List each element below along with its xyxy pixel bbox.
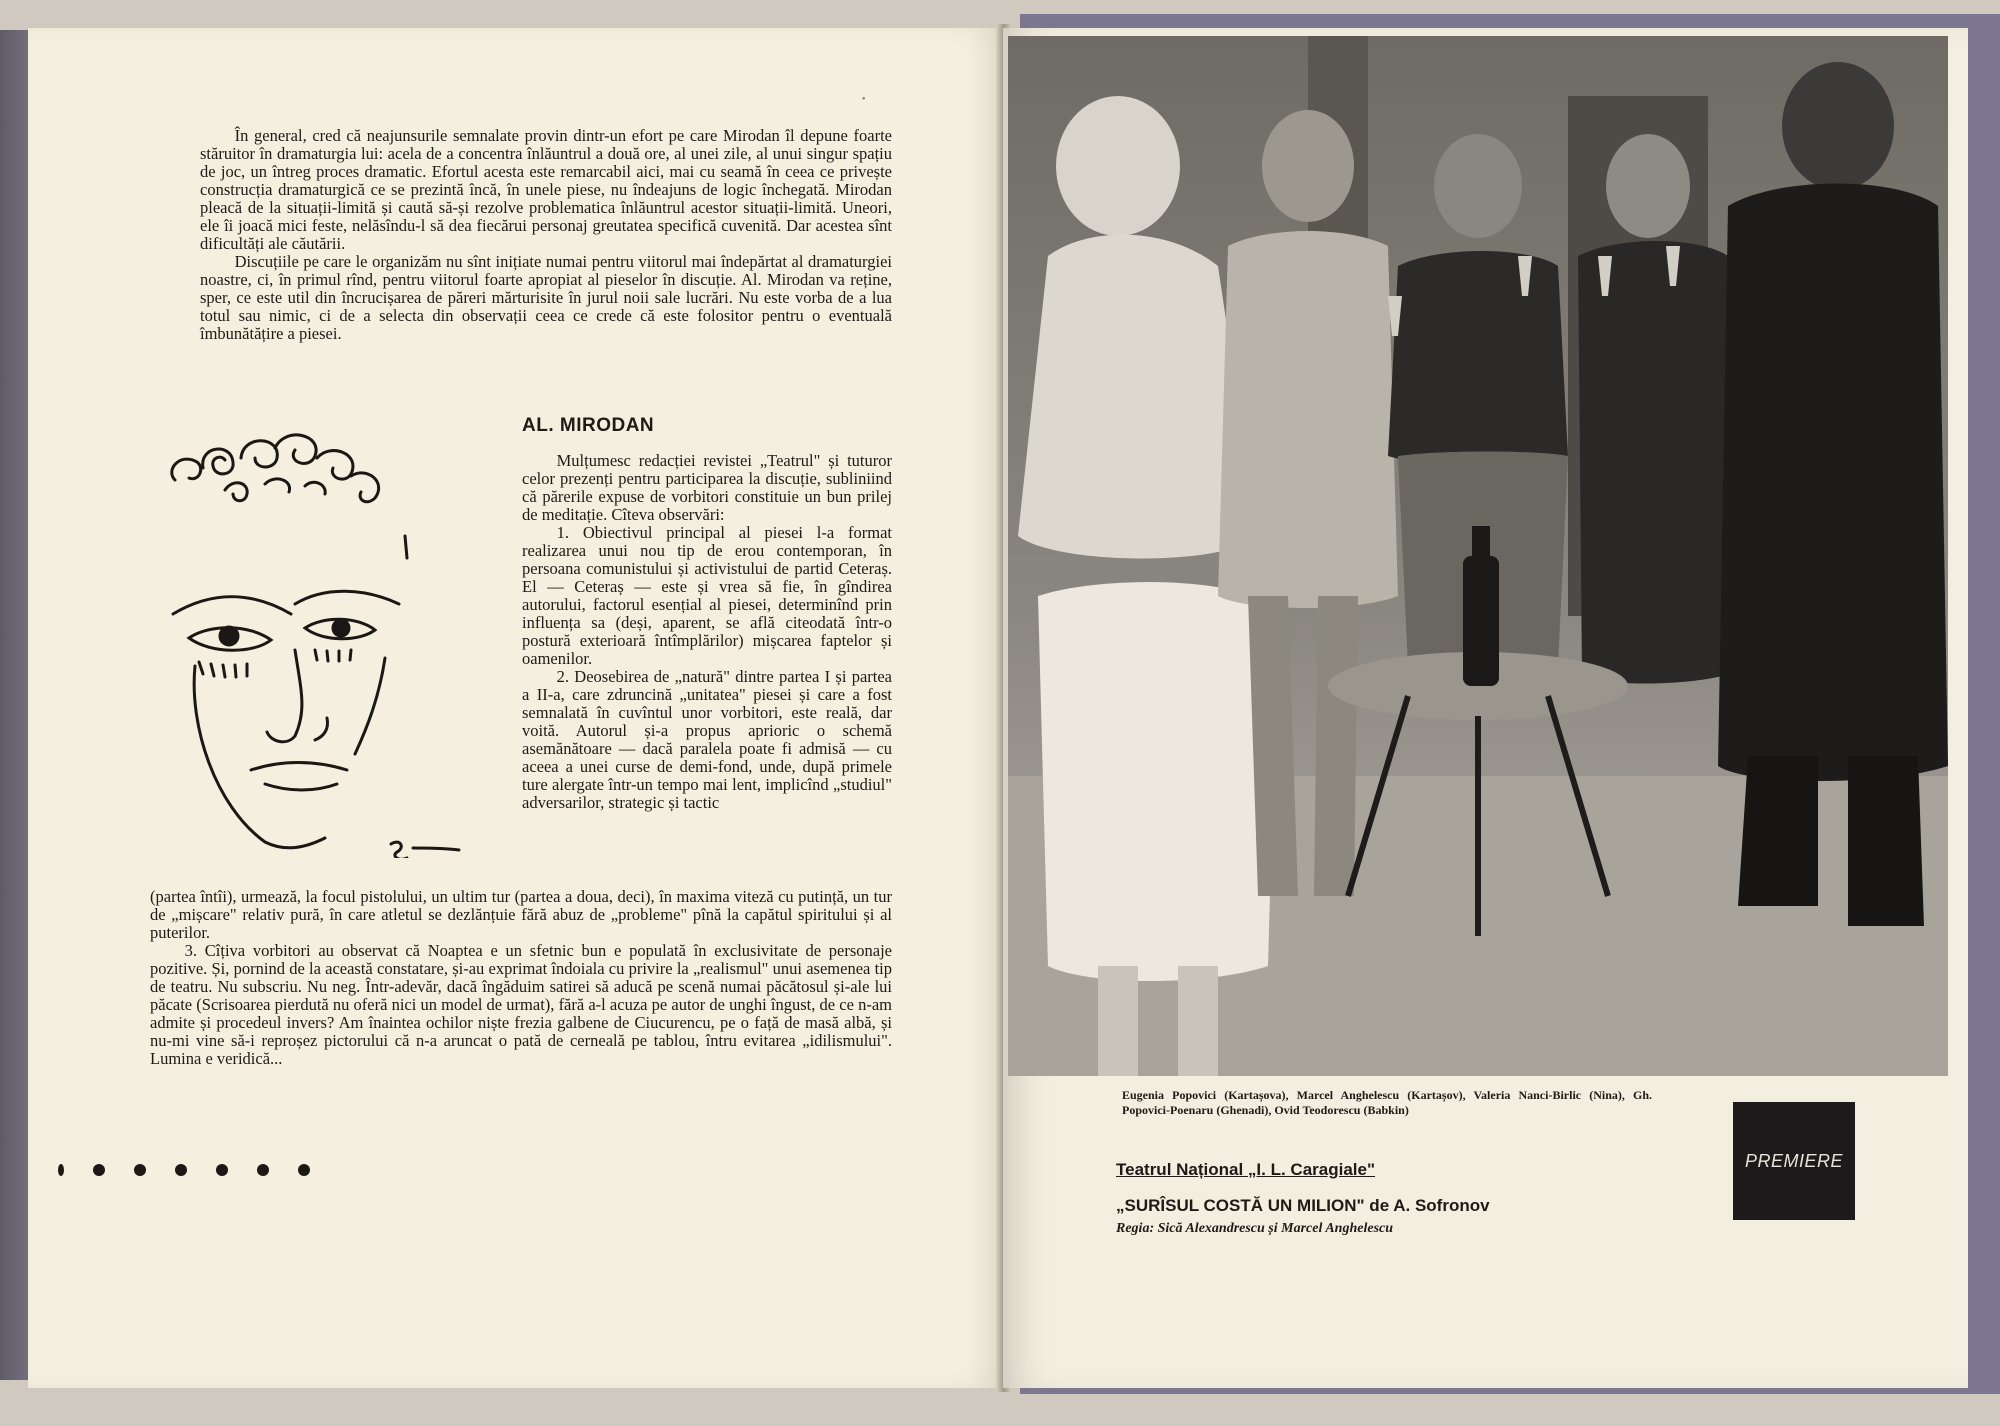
portrait-sketch (155, 418, 475, 858)
narrow-paragraph-3: 2. Deosebirea de „natură" dintre partea I și partea a II-a, care zdruncină „unitatea" piesei și care a fost semnalată în cuvîntul unor vorbitori, este reală, dar voită. Autorul și-a propus aprioric o schemă asemănătoare — dacă paralela poate fi admisă — cu aceea a unei curse de demi-fond, unde, după primele ture alergate într-un tempo mai lent, implicînd „studiul" adversarilor, strategic și tactic (522, 667, 892, 812)
author-heading: AL. MIRODAN (522, 415, 655, 436)
intro-paragraph-1: În general, cred că neajunsurile semnalate provin dintr-un efort pe care Mirodan îl depune foarte stăruitor în dramaturgia lui: acela de a concentra înlăuntrul a două ore, al unei zile, al unui singur spațiu de joc, un întreg proces dramatic. Efortul acesta este remarcabil aici, mai cu seamă în ceea ce privește construcția dramaturgică ce se prezintă încă, în unele piese, nu îndeajuns de logic închegată. Mirodan pleacă de la situații-limită și caută să-și rezolve problematica înlăuntrul acestor situații-limită. Uneori, ele îi joacă mici feste, nelăsîndu-l să dea fiecărui personaj greutatea specifică cuvenită. Dar acestea sînt dificultăți ale căutării. (200, 126, 892, 253)
narrow-column (522, 452, 892, 812)
premiere-badge (1733, 1102, 1855, 1220)
premiere-label: PREMIERE (1744, 1150, 1844, 1171)
intro-text (200, 127, 892, 343)
wide-paragraph-1: (partea întîi), urmează, la focul pistolului, un ultim tur (partea a doua, deci), în maxima viteză cu putință, un tur de „mișcare" relativ pură, în care atletul se dezlănțuie fără abuz de „probleme" pînă la capătul spiritului și al puterilor. (150, 887, 892, 942)
wide-paragraph-2: 3. Cîțiva vorbitori au observat că Noaptea e un sfetnic bun e populată în exclusivitate de personaje pozitive. Și, pornind de la această constatare, și-au exprimat îndoiala cu privire la „realismul" unui asemenea tip de teatru. Nu subscriu. Nu neg. Într-adevăr, dacă îngăduim satirei să aducă pe scenă numai păcătosul și-ale lui păcate (Scrisoarea pierdută nu oferă nici un model de urmat), fără a-l acuza pe autor de unghi îngust, de ce n-am admite și procedeul invers? Am înaintea ochilor niște frezia galbene de Ciucurencu, pe o față de masă albă, și nu-mi vine să-i reproșez pictorului că n-a aruncat o pată de cerneală pe tablou, întru evitarea „idilismului". Lumina e veridică... (150, 941, 892, 1068)
play-title: „SURÎSUL COSTĂ UN MILION" de A. Sofronov (1116, 1196, 1490, 1215)
wide-column (150, 888, 892, 1068)
photo-caption: Eugenia Popovici (Kartașova), Marcel Anghelescu (Kartașov), Valeria Nanci-Birlic (Nina), Gh. Popovici-Poenaru (Ghenadi), Ovid Teodorescu (Babkin) (1122, 1088, 1652, 1117)
dot-icon (134, 1164, 146, 1176)
direction-credit: Regia: Sică Alexandrescu și Marcel Anghelescu (1116, 1221, 1394, 1236)
dot-icon (175, 1164, 187, 1176)
narrow-paragraph-2: 1. Obiectivul principal al piesei l-a format realizarea unui nou tip de erou contemporan, în persoana comunistului și activistului de partid Ceteraș. El — Ceteraș — este și vrea să fie, în gîndirea autorului, factorul esențial al piesei, determinînd prin influența sa (deși, aparent, se află citeodată într-o postură exterioară întîmplărilor) mișcarea faptelor și oamenilor. (522, 523, 892, 668)
decorative-dots (58, 1160, 478, 1180)
dot-icon (58, 1164, 64, 1176)
theatre-name: Teatrul Național „I. L. Caragiale" (1116, 1160, 1376, 1179)
page-mark: • (862, 94, 866, 105)
dot-icon (93, 1164, 105, 1176)
intro-paragraph-2: Discuțiile pe care le organizăm nu sînt inițiate numai pentru viitorul mai îndepărtat al dramaturgiei noastre, ci, în primul rînd, pentru viitorul foarte apropiat al pieselor în discuție. Al. Mirodan va reține, sper, ce este util din încrucișarea de păreri mărturisite în jurul noii sale lucrări. Nu este vorba de a lua totul sau nimic, ci de a selecta din observații ceea ce crede că este folositor pentru o eventuală îmbunătățire a piesei. (200, 252, 892, 343)
dot-icon (298, 1164, 310, 1176)
narrow-paragraph-1: Mulțumesc redacției revistei „Teatrul" și tuturor celor prezenți pentru participarea la discuție, subliniind că părerile expuse de vorbitori constituie un bun prilej de meditație. Cîteva observări: (522, 451, 892, 524)
stage-photo (1008, 36, 1948, 1076)
dot-icon (216, 1164, 228, 1176)
dot-icon (257, 1164, 269, 1176)
